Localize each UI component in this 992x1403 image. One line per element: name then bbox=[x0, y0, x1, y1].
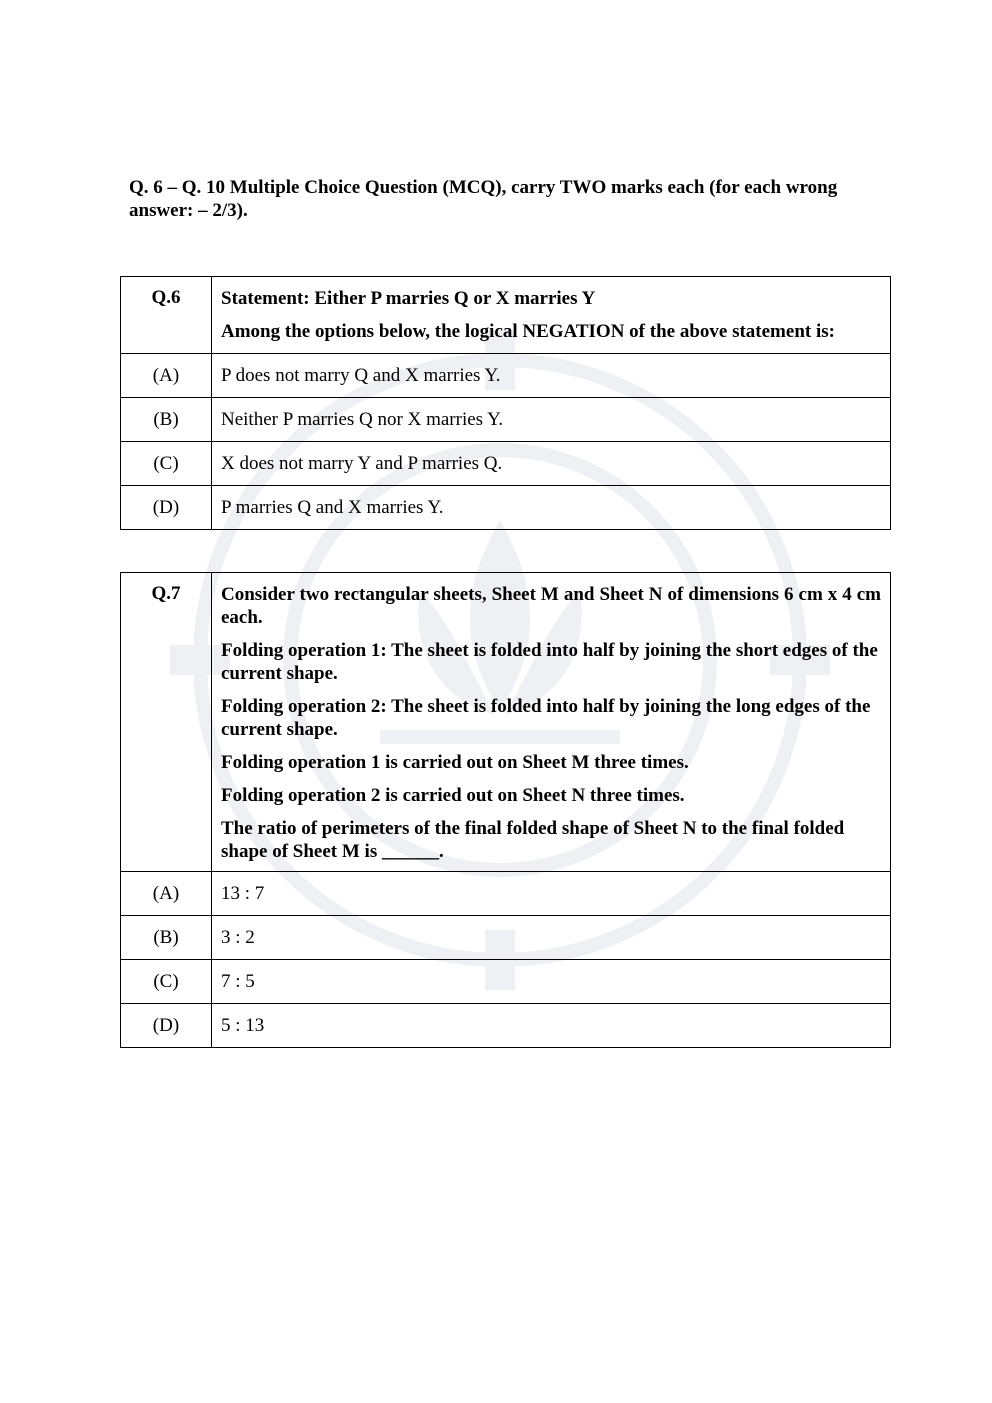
question-stem-row bbox=[121, 277, 891, 354]
stem-line: Folding operation 2 is carried out on Sheet N three times. bbox=[221, 785, 685, 806]
question-number-cell bbox=[121, 277, 212, 354]
option-label: (D) bbox=[121, 1004, 212, 1048]
stem-line: Folding operation 1 is carried out on Sheet M three times. bbox=[221, 752, 689, 773]
question-number: Q.6 bbox=[151, 287, 181, 308]
option-text: P does not marry Q and X marries Y. bbox=[212, 354, 891, 398]
option-row-a[interactable] bbox=[121, 872, 891, 916]
option-text: 3 : 2 bbox=[212, 916, 891, 960]
stem-line: Statement: Either P marries Q or X marries Y bbox=[221, 288, 596, 309]
option-label: (B) bbox=[121, 916, 212, 960]
option-label: (A) bbox=[121, 354, 212, 398]
option-row-b[interactable] bbox=[121, 398, 891, 442]
option-text: 5 : 13 bbox=[212, 1004, 891, 1048]
question-number-cell bbox=[121, 573, 212, 872]
stem-line: Consider two rectangular sheets, Sheet M and Sheet N of dimensions 6 cm x 4 cm each. bbox=[221, 584, 881, 628]
stem-line: Folding operation 2: The sheet is folded into half by joining the long edges of the current shape. bbox=[221, 696, 871, 740]
option-text: 7 : 5 bbox=[212, 960, 891, 1004]
section-header: Q. 6 – Q. 10 Multiple Choice Question (MCQ), carry TWO marks each (for each wrong answer: – 2/3). bbox=[129, 177, 838, 221]
option-label: (C) bbox=[121, 960, 212, 1004]
option-label: (A) bbox=[121, 872, 212, 916]
question-number: Q.7 bbox=[151, 583, 181, 604]
question-6-table bbox=[120, 276, 891, 530]
question-7-table bbox=[120, 572, 891, 1048]
question-stem bbox=[212, 277, 891, 354]
option-text: P marries Q and X marries Y. bbox=[212, 486, 891, 530]
option-label: (D) bbox=[121, 486, 212, 530]
option-row-c[interactable] bbox=[121, 960, 891, 1004]
option-text: 13 : 7 bbox=[212, 872, 891, 916]
stem-line: The ratio of perimeters of the final folded shape of Sheet N to the final folded shape of Sheet M is ______. bbox=[221, 818, 845, 862]
option-label: (C) bbox=[121, 442, 212, 486]
stem-line: Among the options below, the logical NEGATION of the above statement is: bbox=[221, 321, 835, 342]
option-row-c[interactable] bbox=[121, 442, 891, 486]
option-text: X does not marry Y and P marries Q. bbox=[212, 442, 891, 486]
question-stem bbox=[212, 573, 891, 872]
option-label: (B) bbox=[121, 398, 212, 442]
option-row-a[interactable] bbox=[121, 354, 891, 398]
option-row-d[interactable] bbox=[121, 486, 891, 530]
stem-line: Folding operation 1: The sheet is folded into half by joining the short edges of the current shape. bbox=[221, 640, 878, 684]
question-stem-row bbox=[121, 573, 891, 872]
option-text: Neither P marries Q nor X marries Y. bbox=[212, 398, 891, 442]
option-row-d[interactable] bbox=[121, 1004, 891, 1048]
option-row-b[interactable] bbox=[121, 916, 891, 960]
